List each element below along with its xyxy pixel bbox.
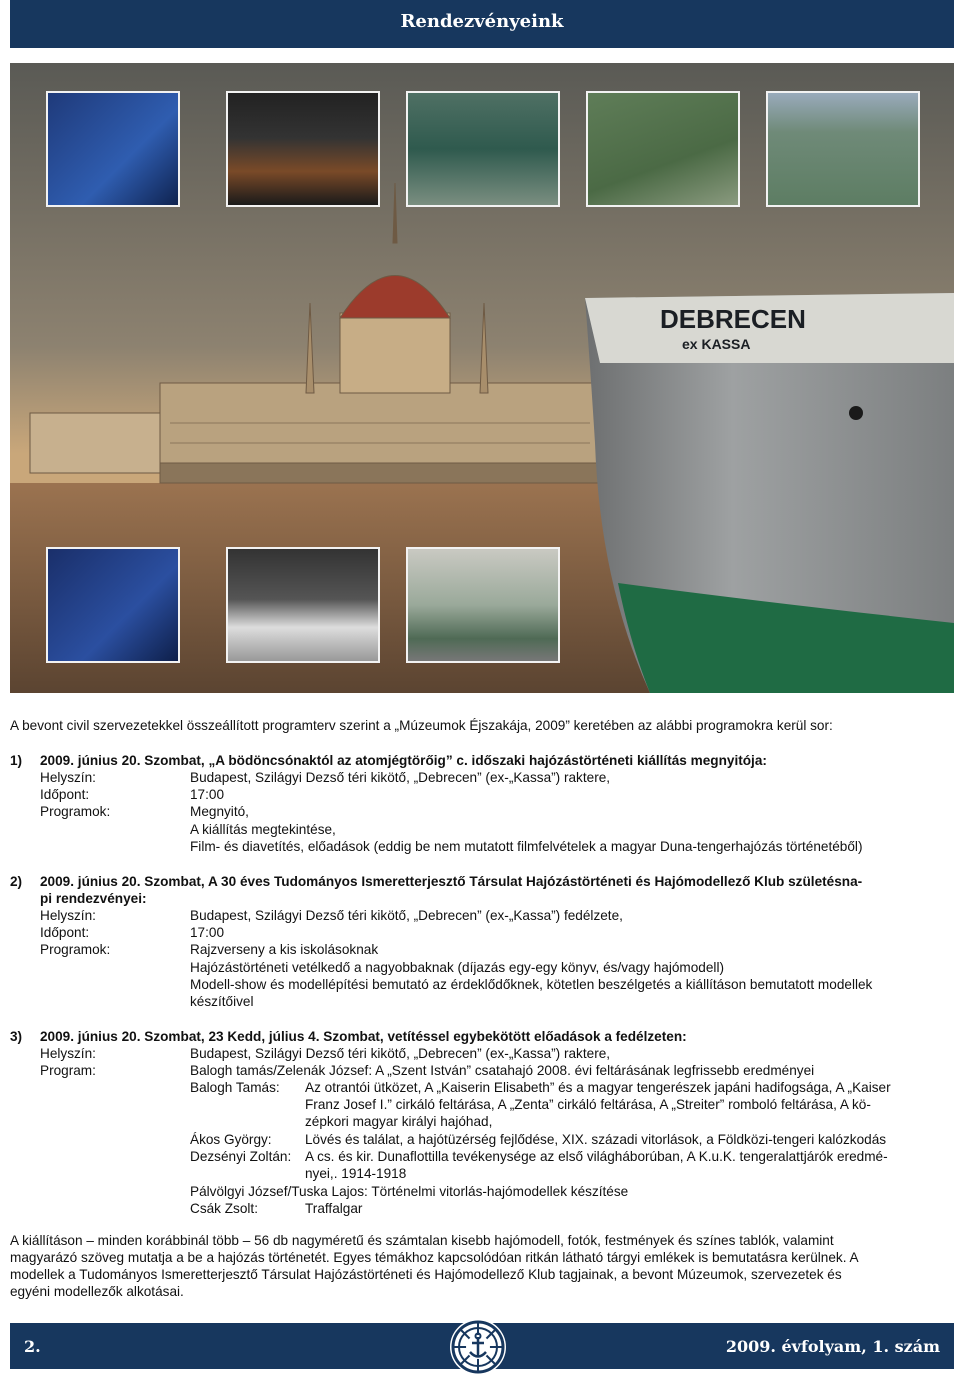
event-2-heading xyxy=(10,873,956,890)
club-logo xyxy=(450,1319,506,1375)
page-number: 2. xyxy=(24,1337,41,1356)
thumbnail-photo-3 xyxy=(406,91,560,207)
thumbnail-photo-6 xyxy=(46,547,180,663)
event-1-heading xyxy=(10,752,956,769)
event-2-title-line1: 2009. június 20. Szombat, A 30 éves Tudományos Ismeretterjesztő Társulat Hajózástörténeti és Hajómodellező Klub születésna- xyxy=(40,874,863,889)
closing-line: modellek a Tudományos Ismeretterjesztő Társulat Hajózástörténeti és Hajómodellező Klub tagjainak, a bevont Múzeumok, szervezetek és xyxy=(10,1267,842,1282)
closing-line: magyarázó szöveg mutatja a be a hajózás történetét. Egyes témákhoz kapcsolódóan ritkán látható tárgyi emlékek is bemutatásra kerülnek. A xyxy=(10,1250,859,1265)
event-2-number: 2) xyxy=(10,874,23,889)
page-title: Rendezvényeink xyxy=(400,11,564,32)
event-1-number: 1) xyxy=(10,753,23,768)
ship-debrecen xyxy=(585,293,954,693)
intro-text: A bevont civil szervezetekkel összeállított programterv szerint a „Múzeumok Éjszakája, 2009” keretében az alábbi programokra kerül sor: xyxy=(10,718,833,733)
closing-line: A kiállításon – minden korábbinál több – 56 db nagyméretű és számtalan kisebb hajómodell, fotók, festmények és színes tablók, valamint xyxy=(10,1233,834,1248)
hero-photo-collage xyxy=(10,63,954,693)
edition-label: 2009. évfolyam, 1. szám xyxy=(725,1337,940,1356)
page-header xyxy=(10,0,954,48)
closing-line: egyéni modellezők alkotásai. xyxy=(10,1284,184,1299)
thumbnail-photo-1 xyxy=(46,91,180,207)
talk-palvolgyi: Pálvölgyi József/Tuska Lajos: Történelmi vitorlás-hajómodellek készítése xyxy=(190,1184,629,1199)
thumbnail-photo-2 xyxy=(226,91,380,207)
svg-text:ex KASSA: ex KASSA xyxy=(682,336,751,352)
event-3-number: 3) xyxy=(10,1029,23,1044)
event-2-title-line2: pi rendezvényei: xyxy=(40,891,147,906)
event-3-heading xyxy=(10,1028,956,1045)
thumbnail-photo-4 xyxy=(586,91,740,207)
anchor-wheel-icon xyxy=(450,1319,506,1375)
thumbnail-photo-5 xyxy=(766,91,920,207)
svg-text:DEBRECEN: DEBRECEN xyxy=(660,304,806,334)
event-1-title: 2009. június 20. Szombat, „A bödöncsónaktól az atomjégtörőig” c. időszaki hajózástörténeti kiállítás megnyitója: xyxy=(40,753,767,768)
thumbnail-photo-8 xyxy=(406,547,560,663)
thumbnail-photo-7 xyxy=(226,547,380,663)
event-3-title: 2009. június 20. Szombat, 23 Kedd, július 4. Szombat, vetítéssel egybekötött előadások a fedélzeten: xyxy=(40,1029,687,1044)
page-footer xyxy=(10,1323,954,1369)
